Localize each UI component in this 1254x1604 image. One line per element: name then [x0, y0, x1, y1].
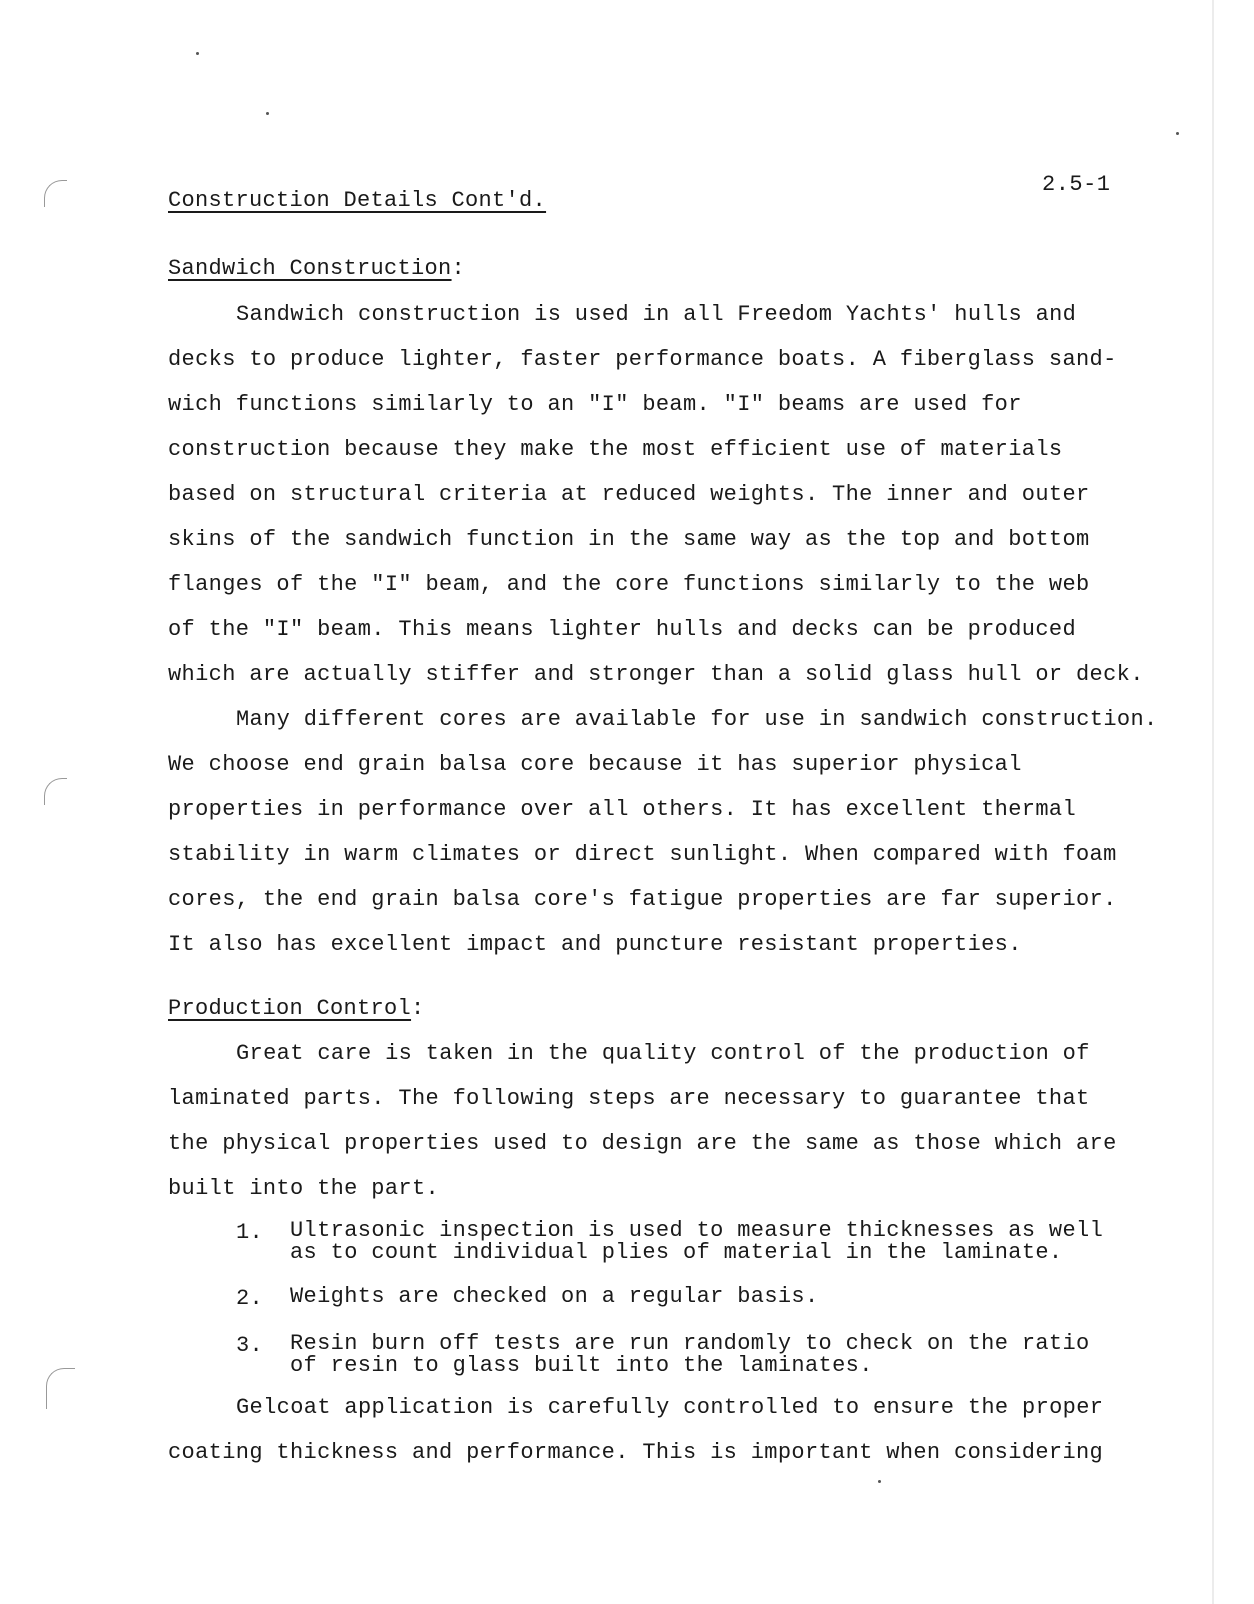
text-line: Gelcoat application is carefully controlled to ensure the proper [236, 1395, 1104, 1420]
text-line: as to count individual plies of material in the laminate. [290, 1240, 1063, 1265]
page-title: Construction Details Cont'd. [168, 188, 547, 213]
text-line: built into the part. [168, 1176, 440, 1201]
text-line: construction because they make the most efficient use of materials [168, 437, 1063, 462]
section-heading-text: Sandwich Construction [168, 256, 452, 281]
paragraph-sandwich-1 [168, 292, 1168, 697]
text-line: properties in performance over all others. It has excellent thermal [168, 797, 1076, 822]
page-number: 2.5-1 [1042, 172, 1111, 197]
scan-edge [1212, 0, 1214, 1604]
list-item [236, 1333, 1136, 1377]
list-text [290, 1333, 1090, 1377]
text-line: skins of the sandwich function in the same way as the top and bottom [168, 527, 1090, 552]
scan-speck [266, 112, 269, 115]
text-line: of resin to glass built into the laminates. [290, 1353, 873, 1378]
text-line: wich functions similarly to an "I" beam. "I" beams are used for [168, 392, 1022, 417]
list-text [290, 1286, 819, 1311]
heading-colon: : [451, 256, 466, 281]
text-line: flanges of the "I" beam, and the core functions similarly to the web [168, 572, 1090, 597]
text-line: Ultrasonic inspection is used to measure thicknesses as well [290, 1218, 1104, 1243]
text-line: It also has excellent impact and puncture resistant properties. [168, 932, 1022, 957]
section-heading-sandwich [168, 256, 465, 281]
scan-speck [196, 52, 199, 55]
punch-mark-top [44, 180, 67, 207]
text-line: cores, the end grain balsa core's fatigue properties are far superior. [168, 887, 1117, 912]
scan-speck [878, 1480, 881, 1483]
text-line: Many different cores are available for use in sandwich construction. [236, 707, 1158, 732]
text-line: coating thickness and performance. This is important when considering [168, 1440, 1104, 1465]
text-line: Sandwich construction is used in all Freedom Yachts' hulls and [236, 302, 1077, 327]
paragraph-production-2 [168, 1385, 1168, 1475]
list-item [236, 1286, 1136, 1311]
list-text [290, 1220, 1103, 1264]
steps-list [236, 1220, 1136, 1377]
list-number: 1. [236, 1220, 264, 1245]
list-item [236, 1220, 1136, 1264]
list-number: 2. [236, 1286, 264, 1311]
scan-speck [1176, 132, 1179, 135]
text-line: Weights are checked on a regular basis. [290, 1284, 819, 1309]
list-number: 3. [236, 1333, 264, 1358]
text-line: We choose end grain balsa core because it has superior physical [168, 752, 1022, 777]
section-heading-text: Production Control [168, 996, 412, 1021]
text-line: Great care is taken in the quality control of the production of [236, 1041, 1090, 1066]
text-line: laminated parts. The following steps are necessary to guarantee that [168, 1086, 1090, 1111]
text-line: based on structural criteria at reduced weights. The inner and outer [168, 482, 1090, 507]
heading-colon: : [411, 996, 425, 1021]
text-line: of the "I" beam. This means lighter hulls and decks can be produced [168, 617, 1076, 642]
punch-mark-bottom [46, 1368, 75, 1409]
section-heading-production [168, 996, 425, 1021]
text-line: decks to produce lighter, faster performance boats. A fiberglass sand- [168, 347, 1117, 372]
text-line: which are actually stiffer and stronger than a solid glass hull or deck. [168, 662, 1144, 687]
paragraph-sandwich-2 [168, 697, 1168, 967]
text-line: Resin burn off tests are run randomly to check on the ratio [290, 1331, 1090, 1356]
paragraph-production-1 [168, 1031, 1168, 1211]
text-line: the physical properties used to design are the same as those which are [168, 1131, 1117, 1156]
punch-mark-middle [44, 778, 67, 805]
text-line: stability in warm climates or direct sunlight. When compared with foam [168, 842, 1117, 867]
